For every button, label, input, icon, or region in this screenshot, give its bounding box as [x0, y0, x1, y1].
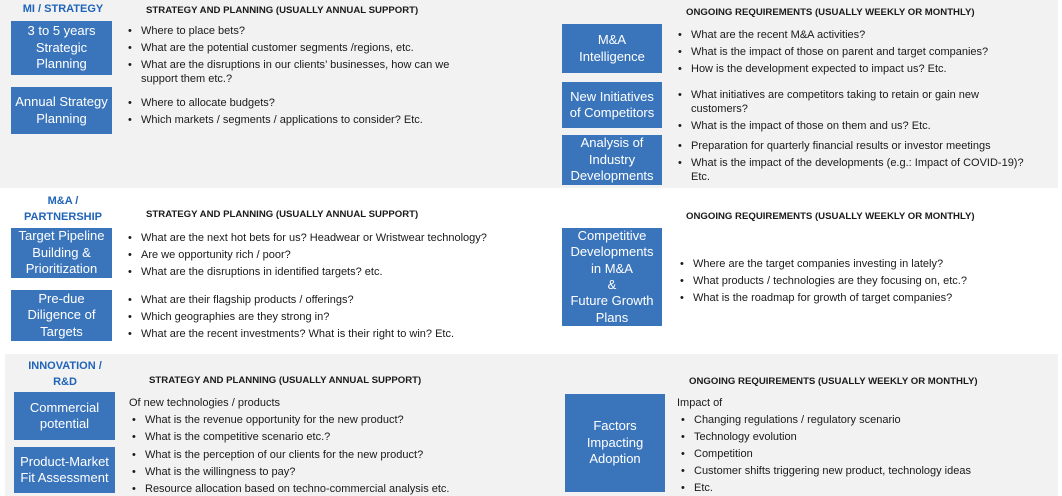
bullet-list	[678, 88, 1031, 133]
bullet-item: • Competition	[681, 447, 1034, 461]
bullet-item: • Where to place bets?	[128, 24, 461, 38]
box-label-line: Plans	[595, 309, 629, 325]
heading-strategy-and-planning: STRATEGY AND PLANNING (USUALLY ANNUAL SUPPORT)	[146, 209, 419, 220]
bullet-item: • What is the impact of the developments (e.g.: Impact of COVID-19)? Etc.	[678, 156, 1031, 184]
heading-ongoing-requirements: ONGOING REQUIREMENTS (USUALLY WEEKLY OR MONTHLY)	[686, 7, 975, 18]
box-target-pipeline-building-prioritization	[11, 228, 112, 278]
section-title: INNOVATION / R&D	[28, 360, 102, 388]
bullet-item: • What are the next hot bets for us? Headwear or Wristwear technology?	[128, 231, 521, 245]
box-label-line: Pre-due	[38, 290, 85, 306]
heading-strategy-and-planning: STRATEGY AND PLANNING (USUALLY ANNUAL SUPPORT)	[146, 5, 419, 16]
heading-strategy-and-planning: STRATEGY AND PLANNING (USUALLY ANNUAL SUPPORT)	[149, 375, 422, 386]
bullet-list	[678, 28, 1031, 76]
bullet-list	[128, 293, 521, 341]
box-label-line: potential	[39, 416, 90, 431]
bullet-item: • Technology evolution	[681, 430, 1034, 444]
bullet-list	[128, 231, 521, 279]
box-label-line: Competitive	[577, 227, 647, 243]
bullet-item: • What is the impact of those on them and us? Etc.	[678, 119, 1031, 133]
section-mi-strategy	[0, 0, 1058, 188]
box-competitive-developments-future-growth-plans	[562, 228, 662, 326]
section-title: M&A / PARTNERSHIP	[23, 195, 103, 223]
bullet-item: • What are the disruptions in our clients’ businesses, how can we support them etc.?	[128, 58, 461, 86]
box-label-line: Prioritization	[25, 261, 98, 277]
box-label-line: Intelligence	[579, 48, 645, 64]
bullet-list	[132, 448, 525, 496]
bullet-item: • What are the potential customer segments /regions, etc.	[128, 41, 461, 55]
box-label-line: Target Pipeline	[18, 228, 105, 244]
box-label-line: Adoption	[589, 451, 641, 467]
bullet-list	[128, 96, 461, 127]
box-label-line: Building &	[32, 244, 91, 260]
bullet-item: • What initiatives are competitors taking to retain or gain new customers?	[678, 88, 1031, 116]
box-label-line: Impacting	[586, 434, 644, 450]
intro-text: Of new technologies / products	[129, 397, 281, 409]
bullet-item: • Where are the target companies investing in lately?	[680, 257, 1033, 271]
box-label-line: Annual Strategy	[15, 94, 108, 110]
box-new-initiatives-of-competitors	[562, 82, 662, 128]
box-label-line: of Competitors	[569, 105, 655, 120]
box-label-line: 3 to 5 years	[27, 23, 96, 39]
heading-ongoing-requirements: ONGOING REQUIREMENTS (USUALLY WEEKLY OR MONTHLY)	[689, 376, 978, 387]
box-label-line: Developments	[570, 244, 654, 260]
bullet-item: • What are the recent investments? What is their right to win? Etc.	[128, 327, 521, 341]
bullet-item: • Which markets / segments / applications to consider? Etc.	[128, 113, 461, 127]
box-annual-strategy-planning	[11, 87, 112, 134]
box-label-line: Diligence of	[27, 307, 96, 323]
bullet-list	[681, 413, 1034, 495]
section-ma-partnership	[0, 190, 1058, 352]
box-label-line: Product-Market	[20, 453, 109, 469]
bullet-item: • Changing regulations / regulatory scenario	[681, 413, 1034, 427]
box-product-market-fit-assessment	[14, 447, 115, 493]
bullet-item: • Where to allocate budgets?	[128, 96, 461, 110]
bullet-item: • What is the impact of those on parent and target companies?	[678, 45, 1031, 59]
box-analysis-of-industry-developments	[562, 135, 662, 185]
intro-text: Impact of	[677, 397, 723, 409]
bullet-item: • Preparation for quarterly financial results or investor meetings	[678, 139, 1031, 153]
bullet-item: • How is the development expected to impact us? Etc.	[678, 62, 1031, 76]
box-label-line: Commercial	[29, 399, 100, 415]
bullet-item: • What is the competitive scenario etc.?	[132, 430, 525, 444]
bullet-item: • Customer shifts triggering new product, technology ideas	[681, 464, 1034, 478]
bullet-item: • Are we opportunity rich / poor?	[128, 248, 521, 262]
box-label-line: Planning	[36, 56, 87, 72]
bullet-item: • What products / technologies are they focusing on, etc.?	[680, 274, 1033, 288]
bullet-item: • What is the willingness to pay?	[132, 465, 525, 479]
bullet-list	[128, 24, 461, 86]
bullet-item: • What are the disruptions in identified targets? etc.	[128, 265, 521, 279]
box-label-line: Fit Assessment	[20, 470, 109, 485]
section-title: MI / STRATEGY	[22, 3, 104, 15]
box-label-line: &	[607, 277, 617, 292]
box-label-line: Strategic	[35, 39, 88, 55]
bullet-list	[680, 257, 1033, 305]
bullet-item: • What is the revenue opportunity for the new product?	[132, 413, 525, 427]
box-label-line: M&A	[597, 32, 627, 48]
heading-ongoing-requirements: ONGOING REQUIREMENTS (USUALLY WEEKLY OR MONTHLY)	[686, 211, 975, 222]
section-innovation-rd	[5, 354, 1058, 496]
bullet-item: • Resource allocation based on techno-commercial analysis etc.	[132, 482, 525, 496]
box-label-line: Industry	[588, 151, 636, 167]
bullet-item: • What are their flagship products / offerings?	[128, 293, 521, 307]
bullet-item: • What are the recent M&A activities?	[678, 28, 1031, 42]
box-3-to-5-years-strategic-planning	[11, 21, 112, 75]
box-label-line: Future Growth	[570, 293, 654, 309]
box-label-line: New Initiatives	[570, 88, 654, 104]
box-label-line: Factors	[593, 418, 637, 434]
bullet-item: • What is the roadmap for growth of target companies?	[680, 291, 1033, 305]
box-factors-impacting-adoption	[565, 394, 665, 492]
box-commercial-potential	[14, 392, 115, 440]
bullet-list	[132, 413, 525, 444]
bullet-item: • Which geographies are they strong in?	[128, 310, 521, 324]
box-label-line: Analysis of	[580, 135, 644, 151]
box-label-line: in M&A	[591, 260, 633, 276]
bullet-item: • Etc.	[681, 481, 1034, 495]
box-label-line: Planning	[36, 110, 87, 126]
box-ma-intelligence	[562, 24, 662, 73]
bullet-item: • What is the perception of our clients for the new product?	[132, 448, 525, 462]
box-label-line: Developments	[570, 168, 654, 184]
box-pre-due-diligence-of-targets	[11, 290, 112, 341]
bullet-list	[678, 139, 1031, 184]
box-label-line: Targets	[40, 323, 83, 339]
